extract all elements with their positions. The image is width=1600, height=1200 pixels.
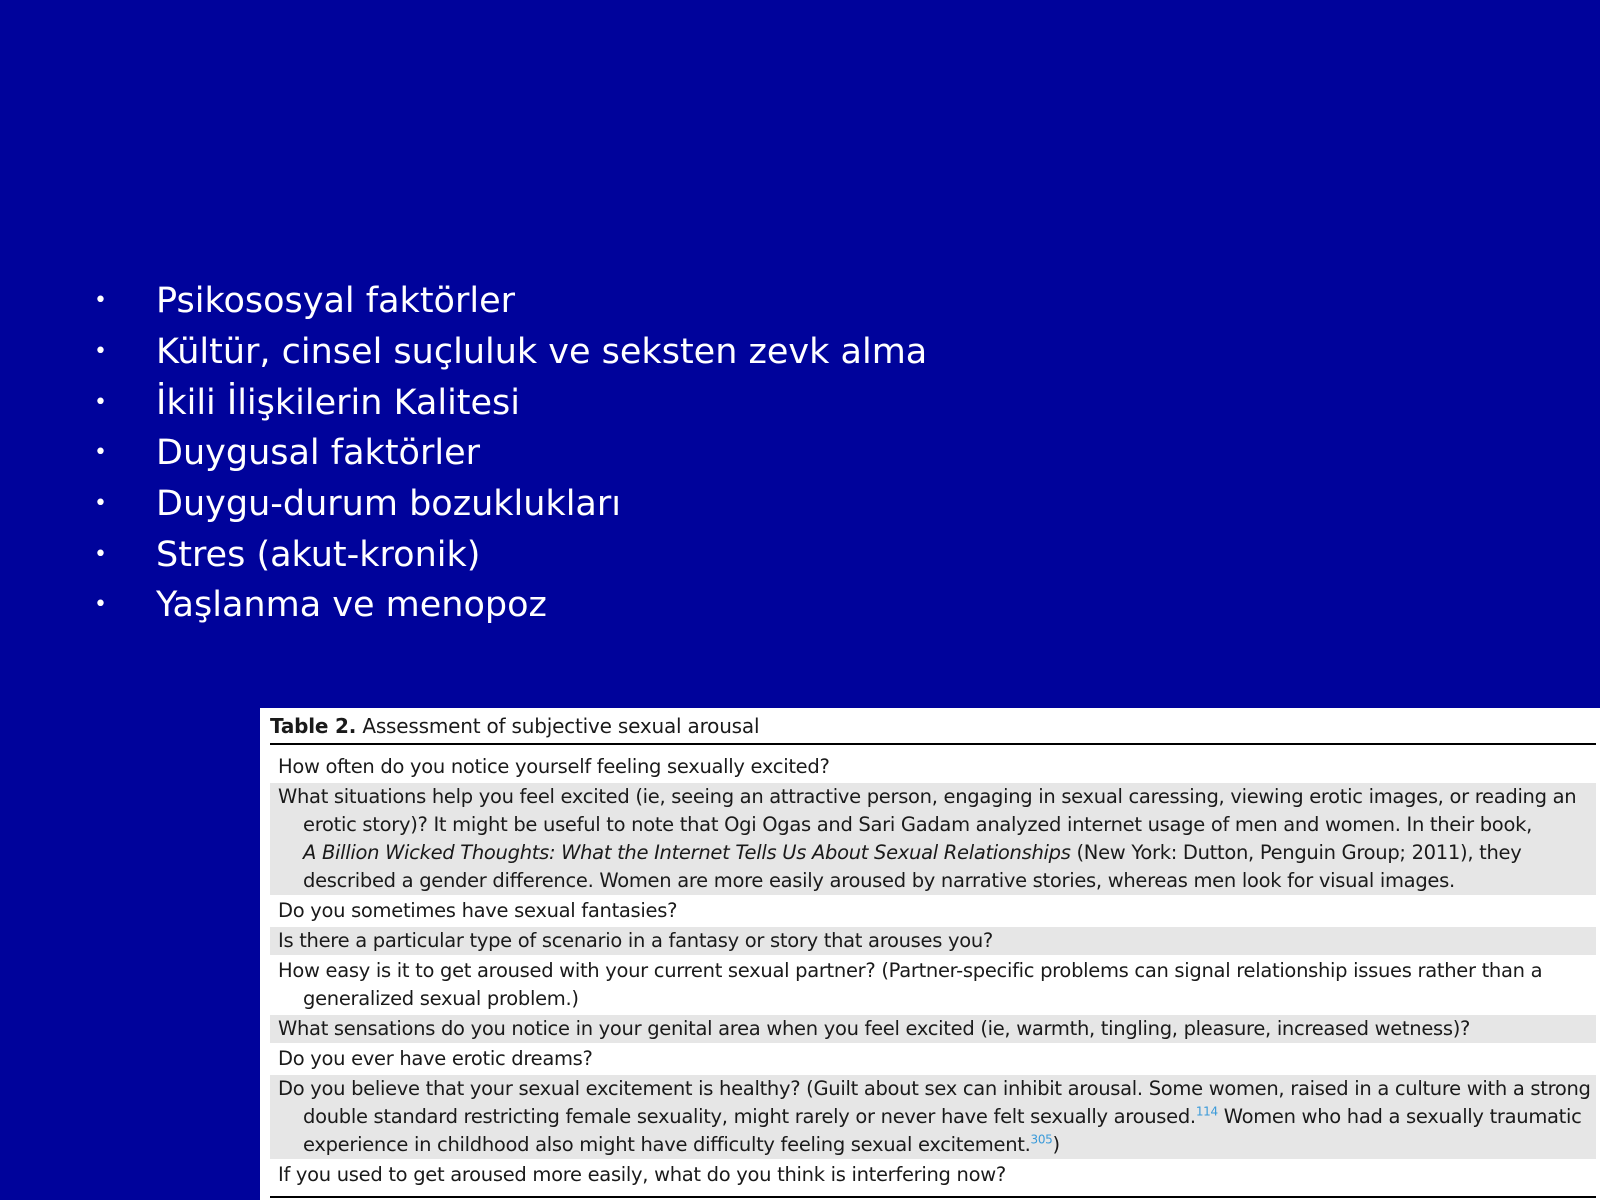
bullet-item — [94, 327, 927, 378]
table-row — [270, 753, 1596, 781]
bullet-item — [94, 479, 927, 530]
bullet-text: İkili İlişkilerin Kalitesi — [156, 382, 521, 423]
bullet-text: Duygu-durum bozuklukları — [156, 484, 621, 525]
row-text — [278, 1131, 1588, 1159]
row-text-part: experience in childhood also might have difficulty feeling sexual excitement. — [303, 1133, 1031, 1156]
bullet-list — [94, 276, 927, 631]
table-row — [270, 897, 1596, 925]
bullet-dot-icon: • — [94, 541, 107, 567]
bullet-dot-icon: • — [94, 288, 107, 314]
bullet-item — [94, 529, 927, 580]
bullet-dot-icon: • — [94, 389, 107, 415]
bullet-dot-icon: • — [94, 592, 107, 618]
row-text — [278, 1103, 1588, 1131]
bullet-text: Yaşlanma ve menopoz — [156, 585, 547, 626]
table-caption: Assessment of subjective sexual arousal — [362, 714, 760, 738]
table-row — [270, 957, 1596, 1013]
row-text: Do you sometimes have sexual fantasies? — [278, 899, 678, 922]
row-text-part: Women who had a sexually traumatic — [1217, 1105, 1582, 1128]
row-text — [278, 839, 1588, 867]
bullet-text: Duygusal faktörler — [156, 433, 480, 474]
row-text: Do you ever have erotic dreams? — [278, 1047, 593, 1070]
table-image — [260, 708, 1600, 1200]
reference-number: 305 — [1030, 1132, 1053, 1147]
bullet-dot-icon: • — [94, 440, 107, 466]
row-text: What situations help you feel excited (ie, seeing an attractive person, engaging in sexual caressing, viewing erotic images, or reading an — [278, 785, 1577, 808]
row-text: How often do you notice yourself feeling sexually excited? — [278, 755, 830, 778]
table-top-rule — [270, 743, 1596, 745]
row-text: Do you believe that your sexual excitement is healthy? (Guilt about sex can inhibit arousal. Some women, raised in a culture with a strong — [278, 1077, 1591, 1100]
table-row — [270, 1161, 1596, 1189]
bullet-item — [94, 428, 927, 479]
row-text: generalized sexual problem.) — [303, 987, 579, 1010]
table-row — [270, 783, 1596, 895]
bullet-text: Kültür, cinsel suçluluk ve seksten zevk alma — [156, 332, 928, 373]
table-title — [270, 714, 759, 738]
table-row — [270, 1075, 1596, 1159]
table-row — [270, 1045, 1596, 1073]
table-row — [270, 1015, 1596, 1043]
row-text: described a gender difference. Women are more easily aroused by narrative stories, whereas men look for visual images. — [303, 869, 1455, 892]
bullet-item — [94, 580, 927, 631]
row-text: What sensations do you notice in your genital area when you feel excited (ie, warmth, tingling, pleasure, increased wetness)? — [278, 1017, 1471, 1040]
table-row — [270, 927, 1596, 955]
bullet-item — [94, 377, 927, 428]
book-publisher: (New York: Dutton, Penguin Group; 2011), they — [1070, 841, 1522, 864]
row-text-part: ) — [1052, 1133, 1060, 1156]
book-title: A Billion Wicked Thoughts: What the Internet Tells Us About Sexual Relationships — [303, 841, 1071, 864]
row-text: How easy is it to get aroused with your current sexual partner? (Partner-specific problems can signal relationship issues rather than a — [278, 959, 1543, 982]
bullet-text: Stres (akut-kronik) — [156, 534, 481, 575]
table-label: Table 2. — [270, 714, 357, 738]
row-text: erotic story)? It might be useful to note that Ogi Ogas and Sari Gadam analyzed internet usage of men and women. In their book, — [303, 813, 1532, 836]
bullet-dot-icon: • — [94, 339, 107, 365]
row-text: If you used to get aroused more easily, what do you think is interfering now? — [278, 1163, 1006, 1186]
reference-number: 114 — [1195, 1104, 1218, 1119]
bullet-dot-icon: • — [94, 491, 107, 517]
table-rows — [270, 753, 1596, 1191]
bullet-text: Psikososyal faktörler — [156, 281, 515, 322]
row-text-part: double standard restricting female sexuality, might rarely or never have felt sexually aroused. — [303, 1105, 1196, 1128]
row-text: Is there a particular type of scenario in a fantasy or story that arouses you? — [278, 929, 993, 952]
bullet-item — [94, 276, 927, 327]
table-bottom-rule — [270, 1196, 1596, 1198]
